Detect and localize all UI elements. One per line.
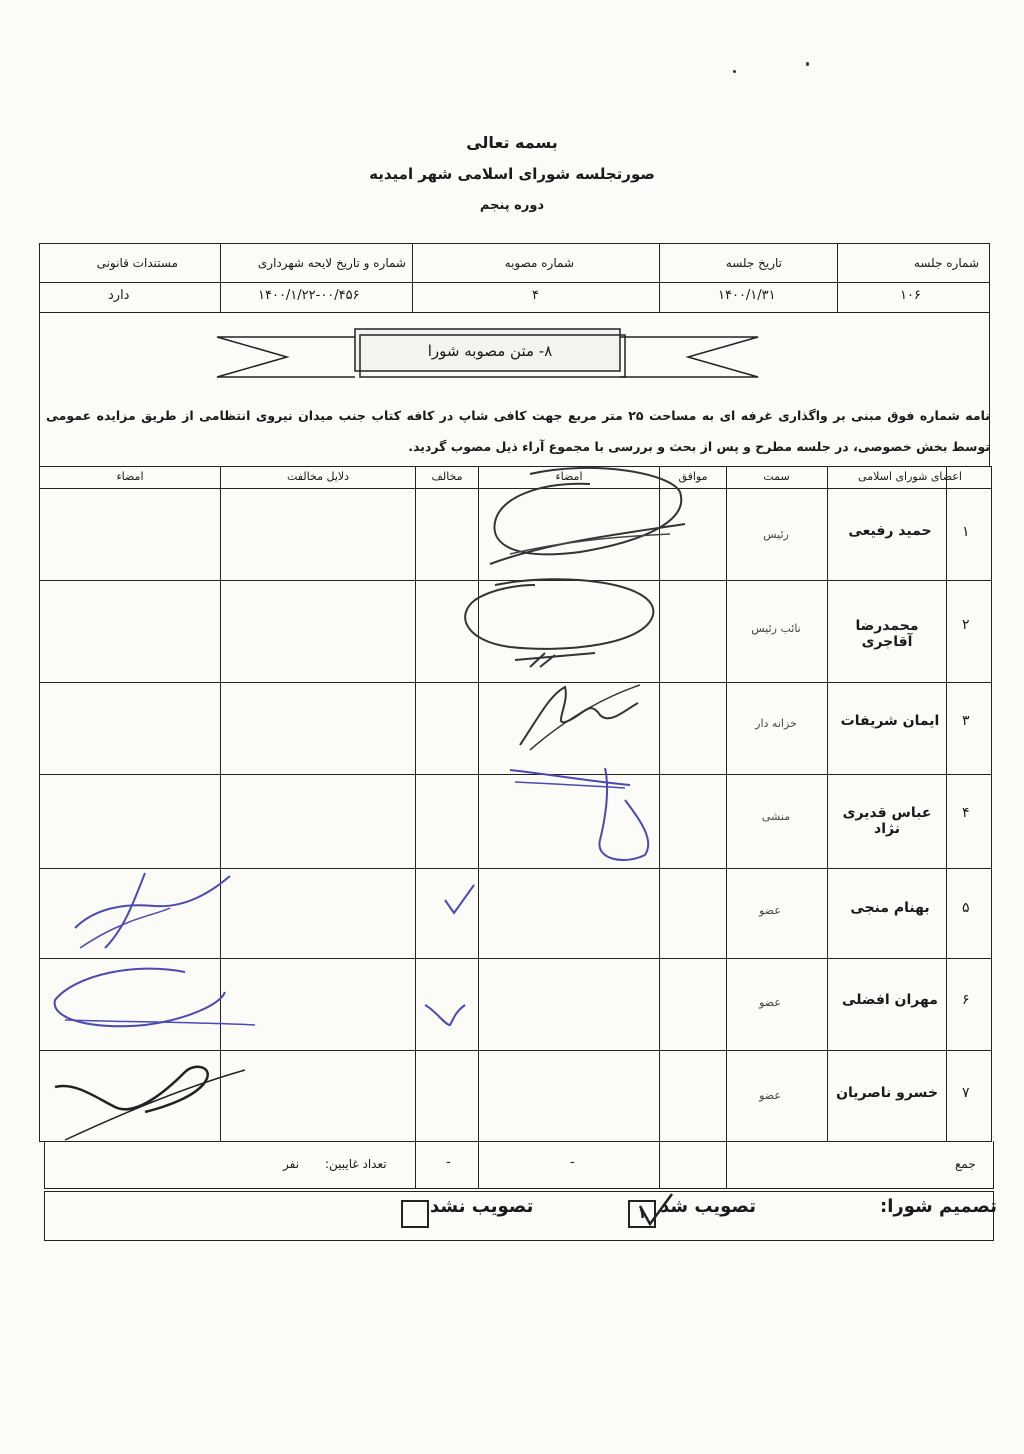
total-disagree-dash: - <box>446 1155 451 1170</box>
approved-check-icon <box>636 1192 676 1228</box>
row-number: ۵ <box>962 900 970 916</box>
approved-mark: ۱ <box>637 1206 647 1222</box>
total-agree-dash: - <box>570 1155 575 1170</box>
member-role: منشی <box>761 810 791 823</box>
member-role: عضو <box>759 1089 781 1102</box>
label-session-date: تاریخ جلسه <box>725 256 782 270</box>
value-resolution-number: ۴ <box>532 288 539 303</box>
header-bismillah: بسمه تعالی <box>466 133 558 152</box>
col-signature: امضاء <box>555 470 583 483</box>
row-number: ۷ <box>962 1085 970 1101</box>
member-name: مهران افضلی <box>842 992 938 1008</box>
signature-6 <box>45 960 260 1040</box>
label-resolution-number: شماره مصوبه <box>504 256 574 270</box>
value-session-date: ۱۴۰۰/۱/۳۱ <box>718 288 776 303</box>
signature-4 <box>505 760 665 870</box>
member-name: محمدرضا آقاجری <box>855 618 919 650</box>
col-signature-2: امضاء <box>116 470 144 483</box>
member-name: حمید رفیعی <box>848 523 932 539</box>
label-session-number: شماره جلسه <box>913 256 979 270</box>
col-reasons: دلایل مخالفت <box>286 470 350 483</box>
total-label: جمع <box>955 1157 976 1171</box>
row-number: ۲ <box>962 617 970 633</box>
rejected-checkbox[interactable] <box>401 1200 429 1228</box>
member-name: بهنام منجی <box>850 900 930 916</box>
member-role: نائب رئیس <box>751 622 801 635</box>
section-title: ۸- متن مصوبه شورا <box>427 342 553 360</box>
col-members: اعضای شورای اسلامی <box>858 470 962 483</box>
decision-label: تصمیم شورا: <box>880 1196 998 1217</box>
absent-unit: نفر <box>283 1157 300 1171</box>
col-position: سمت <box>763 470 790 483</box>
member-name: خسرو ناصریان <box>836 1085 938 1101</box>
member-role: خزانه دار <box>755 717 797 730</box>
value-legal-docs: دارد <box>108 288 130 303</box>
member-name: عباس قدیری نژاد <box>842 805 932 837</box>
row-number: ۶ <box>962 992 970 1008</box>
signature-3 <box>510 675 650 755</box>
label-legal-docs: مستندات قانونی <box>96 256 178 270</box>
member-role: رئیس <box>763 528 789 541</box>
signature-1 <box>470 462 700 582</box>
member-name: ایمان شریفات <box>840 713 940 729</box>
value-session-number: ۱۰۶ <box>900 288 921 303</box>
value-bill-ref: ۱۴۰۰/۱/۲۲-۰۰/۴۵۶ <box>258 288 360 303</box>
col-disagree: مخالف <box>431 470 463 483</box>
member-role: عضو <box>759 904 781 917</box>
row-number: ۱ <box>962 524 970 540</box>
header-title: صورتجلسه شورای اسلامی شهر امیدیه <box>369 165 655 183</box>
signature-2 <box>455 575 665 680</box>
approved-label: تصویب شد <box>660 1196 756 1217</box>
absent-label: تعداد غایبین: <box>325 1157 387 1171</box>
disagree-check-icon <box>420 1000 470 1030</box>
row-number: ۳ <box>962 713 970 729</box>
resolution-text: نامه شماره فوق مبنی بر واگذاری غرفه ای به مساحت ۲۵ متر مربع جهت کافی شاپ در کافه کتاب جنب میدان نیروی انتظامی از طریق مزایده عمومی توسط بخش خصوصی، در جلسه مطرح و پس از بحث و بررسی با مجموع آراء ذیل مصوب گردید. <box>46 408 990 454</box>
signature-5 <box>65 868 235 958</box>
col-agree: موافق <box>678 470 708 483</box>
scan-speck <box>733 70 736 73</box>
rejected-label: تصویب نشد <box>430 1196 534 1217</box>
signature-7 <box>45 1052 255 1144</box>
label-bill-ref: شماره و تاریخ لایحه شهرداری <box>257 256 406 270</box>
scan-speck <box>806 62 809 66</box>
disagree-check-icon <box>440 880 480 920</box>
row-number: ۴ <box>962 805 970 821</box>
member-role: عضو <box>759 996 781 1009</box>
header-term: دوره پنجم <box>479 198 545 213</box>
